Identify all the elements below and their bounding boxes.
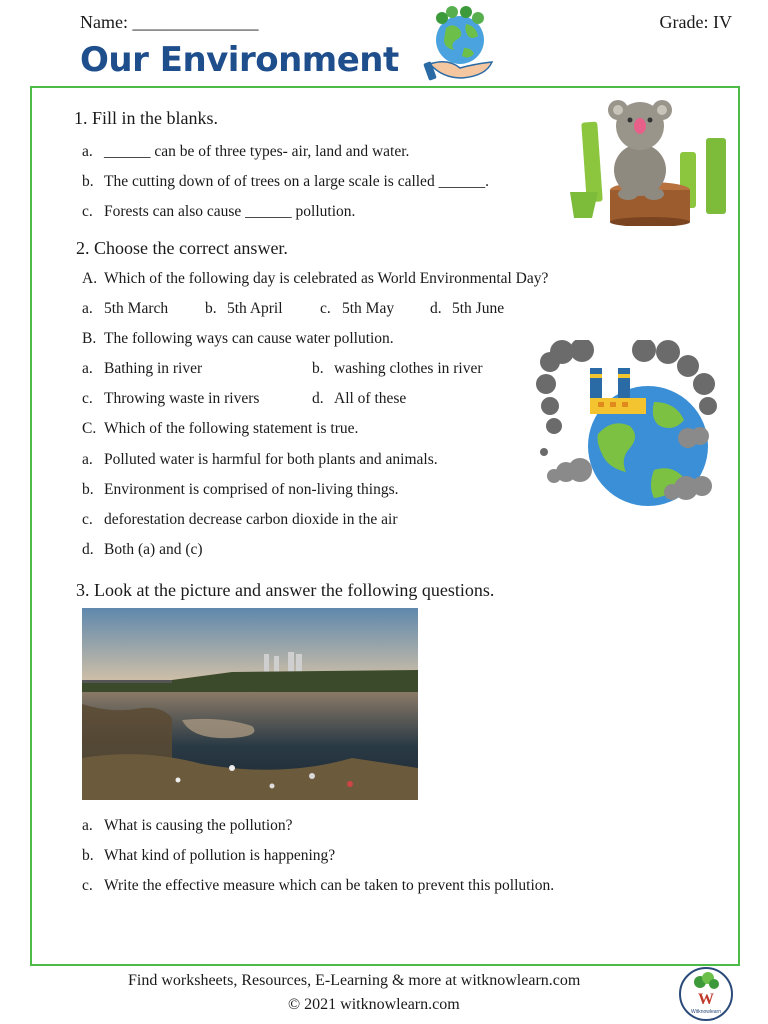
- polluted-earth-factory-illustration: [536, 340, 722, 516]
- question-item: c. Write the effective measure which can be taken to prevent this pollution.: [82, 877, 555, 894]
- fill-blank-item: a. ______ can be of three types- air, land and water.: [82, 143, 410, 160]
- name-field-line: Name: ______________: [80, 12, 259, 32]
- question-a: A. Which of the following day is celebrated as World Environmental Day?: [82, 270, 549, 287]
- option-item: a. 5th March: [82, 300, 169, 317]
- question-c: C. Which of the following statement is true.: [82, 420, 359, 437]
- koala-on-stump-illustration: [568, 96, 734, 226]
- option-item: b. washing clothes in river: [312, 360, 483, 377]
- polluted-river-photo: [82, 608, 418, 800]
- option-item: d. Both (a) and (c): [82, 541, 203, 558]
- option-item: a. Bathing in river: [82, 360, 203, 377]
- question-b: B. The following ways can cause water pollution.: [82, 330, 394, 347]
- section-2-heading: 2. Choose the correct answer.: [76, 238, 288, 258]
- option-item: c. 5th May: [320, 300, 395, 317]
- page-title: Our Environment: [80, 40, 399, 80]
- footer-text: Find worksheets, Resources, E-Learning & more at witknowlearn.com: [128, 972, 581, 989]
- witknowlearn-logo: [678, 966, 734, 1022]
- section-3-heading: 3. Look at the picture and answer the following questions.: [76, 580, 495, 600]
- svg-text:Witknowlearn: Witknowlearn: [690, 1009, 722, 1015]
- question-item: a. What is causing the pollution?: [82, 817, 293, 834]
- option-item: b. 5th April: [205, 300, 283, 317]
- option-item: a. Polluted water is harmful for both plants and animals.: [82, 451, 438, 468]
- question-item: b. What kind of pollution is happening?: [82, 847, 336, 864]
- globe-in-hand-icon: [420, 4, 500, 82]
- svg-text:W: W: [698, 991, 714, 1008]
- option-item: c. Throwing waste in rivers: [82, 390, 260, 407]
- grade-label: Grade: IV: [659, 12, 732, 32]
- section-1-heading: 1. Fill in the blanks.: [74, 108, 218, 128]
- option-item: d. All of these: [312, 390, 407, 407]
- fill-blank-item: b. The cutting down of of trees on a large scale is called ______.: [82, 173, 489, 190]
- option-item: d. 5th June: [430, 300, 505, 317]
- fill-blank-item: c. Forests can also cause ______ pollution.: [82, 203, 356, 220]
- option-item: b. Environment is comprised of non-living things.: [82, 481, 399, 498]
- option-item: c. deforestation decrease carbon dioxide in the air: [82, 511, 398, 528]
- footer-copyright: © 2021 witknowlearn.com: [288, 996, 460, 1013]
